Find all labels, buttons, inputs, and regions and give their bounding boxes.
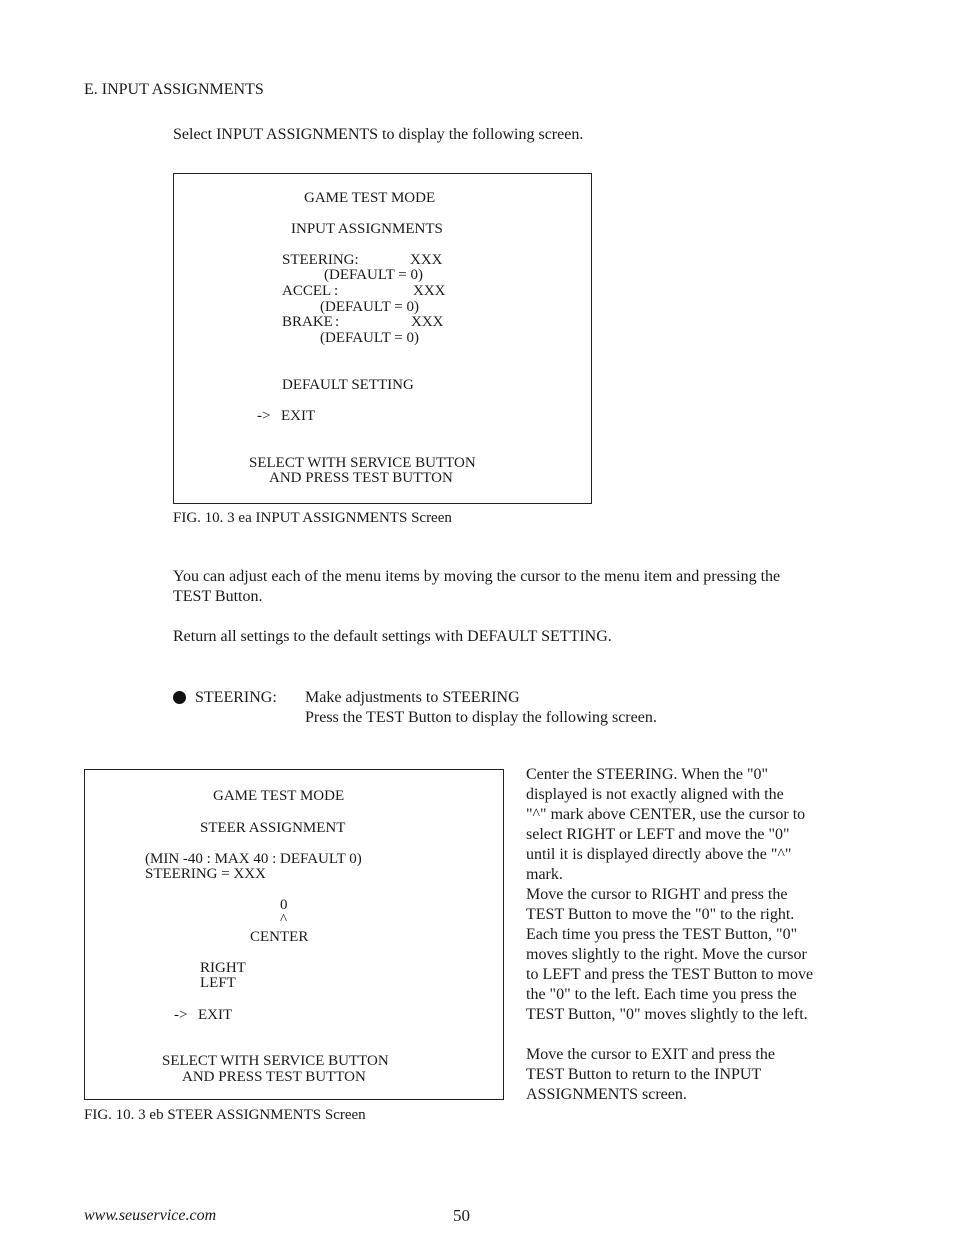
- zero-marker: 0: [280, 897, 288, 913]
- steer-instructions-line: moves slightly to the right. Move the cursor: [526, 946, 807, 963]
- footer-website: www.seuservice.com: [84, 1207, 217, 1224]
- screen1-footer-line2: AND PRESS TEST BUTTON: [269, 470, 453, 486]
- steering-label: STEERING:: [282, 252, 359, 268]
- page-number: 50: [453, 1206, 470, 1225]
- bullet-label: STEERING:: [195, 689, 277, 706]
- brake-default: (DEFAULT = 0): [320, 330, 420, 346]
- screen1-footer-line1: SELECT WITH SERVICE BUTTON: [249, 455, 476, 471]
- steer-instructions-line: TEST Button, "0" moves slightly to the left.: [526, 1006, 808, 1023]
- steer-instructions-line: Move the cursor to EXIT and press the: [526, 1046, 775, 1063]
- steer-instructions-line: displayed is not exactly aligned with the: [526, 786, 784, 803]
- steering-readout: STEERING = XXX: [145, 866, 266, 882]
- steer-instructions-line: TEST Button to return to the INPUT: [526, 1066, 762, 1083]
- steer-instructions-line: mark.: [526, 866, 563, 883]
- bullet-icon: [173, 691, 186, 704]
- right-item: RIGHT: [200, 960, 246, 976]
- steering-default: (DEFAULT = 0): [324, 267, 424, 283]
- adjust-paragraph-line2: TEST Button.: [173, 588, 263, 605]
- brake-colon: :: [335, 314, 340, 330]
- steer-instructions-line: Each time you press the TEST Button, "0": [526, 926, 798, 943]
- steer-assignment-screen: [84, 769, 504, 1100]
- screen2-title: GAME TEST MODE: [213, 788, 345, 804]
- brake-label: BRAKE: [282, 314, 333, 330]
- steer-instructions-line: "^" mark above CENTER, use the cursor to: [526, 806, 806, 823]
- exit-item: EXIT: [281, 408, 316, 424]
- steer-instructions-line: select RIGHT or LEFT and move the "0": [526, 826, 790, 843]
- steering-value: XXX: [410, 252, 443, 268]
- accel-value: XXX: [413, 283, 446, 299]
- screen1-title: GAME TEST MODE: [304, 190, 436, 206]
- bullet-line2: Press the TEST Button to display the following screen.: [305, 709, 657, 726]
- exit-item: EXIT: [198, 1007, 233, 1023]
- steer-instructions-line: to LEFT and press the TEST Button to move: [526, 966, 814, 983]
- cursor-arrow: ->: [174, 1007, 188, 1023]
- screen2-subtitle: STEER ASSIGNMENT: [200, 820, 346, 836]
- steer-range: (MIN -40 : MAX 40 : DEFAULT 0): [145, 851, 362, 867]
- caret-marker: ^: [280, 912, 288, 928]
- default-paragraph: Return all settings to the default settings with DEFAULT SETTING.: [173, 628, 612, 645]
- steer-instructions-line: the "0" to the left. Each time you press the: [526, 986, 797, 1003]
- steer-instructions-line: ASSIGNMENTS screen.: [526, 1086, 687, 1103]
- steer-instructions-line: TEST Button to move the "0" to the right.: [526, 906, 795, 923]
- cursor-arrow: ->: [257, 408, 271, 424]
- accel-colon: :: [334, 283, 339, 299]
- default-setting-item: DEFAULT SETTING: [282, 377, 414, 393]
- left-item: LEFT: [200, 975, 236, 991]
- screen2-footer-line2: AND PRESS TEST BUTTON: [182, 1069, 366, 1085]
- intro-text: Select INPUT ASSIGNMENTS to display the following screen.: [173, 126, 584, 143]
- screen1-subtitle: INPUT ASSIGNMENTS: [291, 221, 443, 237]
- section-heading: E. INPUT ASSIGNMENTS: [84, 81, 264, 98]
- steer-instructions: [526, 765, 846, 1105]
- center-label: CENTER: [250, 929, 309, 945]
- figure-caption-1: FIG. 10. 3 ea INPUT ASSIGNMENTS Screen: [173, 510, 452, 526]
- screen2-footer-line1: SELECT WITH SERVICE BUTTON: [162, 1053, 389, 1069]
- steer-instructions-line: Move the cursor to RIGHT and press the: [526, 886, 788, 903]
- steer-instructions-line: Center the STEERING. When the "0": [526, 766, 769, 783]
- accel-label: ACCEL: [282, 283, 332, 299]
- bullet-line1: Make adjustments to STEERING: [305, 689, 520, 706]
- accel-default: (DEFAULT = 0): [320, 299, 420, 315]
- brake-value: XXX: [411, 314, 444, 330]
- adjust-paragraph-line1: You can adjust each of the menu items by moving the cursor to the menu item and pressing the: [173, 568, 781, 585]
- figure-caption-2: FIG. 10. 3 eb STEER ASSIGNMENTS Screen: [84, 1107, 366, 1123]
- steer-instructions-spacer: [526, 1025, 846, 1045]
- input-assignments-screen: [173, 173, 592, 504]
- steer-instructions-line: until it is displayed directly above the "^": [526, 846, 792, 863]
